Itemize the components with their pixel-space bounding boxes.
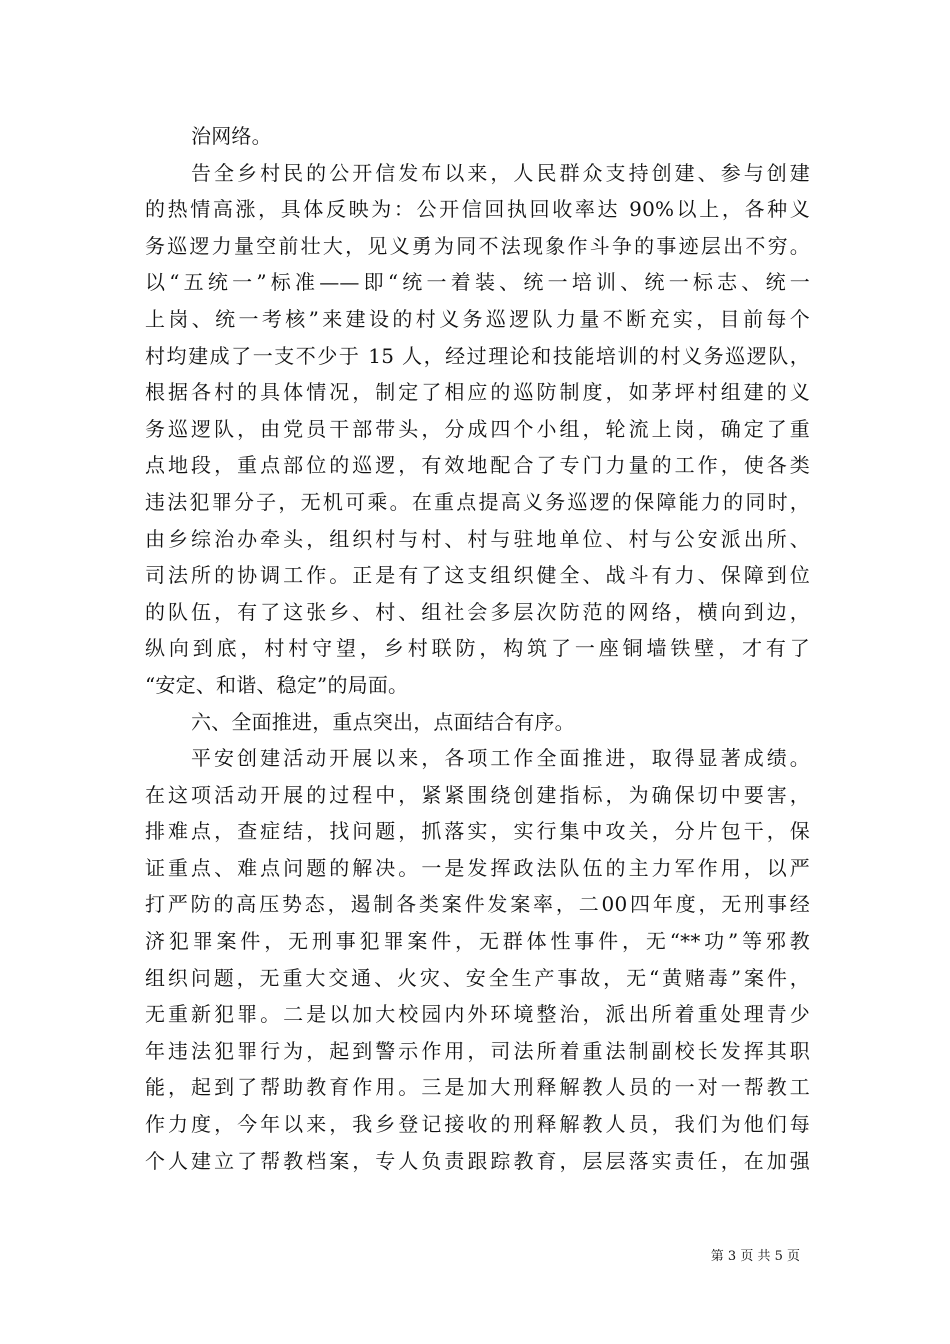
paragraph-line: 务巡逻队，由党员干部带头，分成四个小组，轮流上岗，确定了重 bbox=[145, 416, 810, 441]
paragraph-line: 司法所的协调工作。正是有了这支组织健全、战斗有力、保障到位 bbox=[145, 563, 810, 588]
page-number: 第 3 页 共 5 页 bbox=[710, 1249, 800, 1264]
paragraph-line: 济犯罪案件，无刑事犯罪案件，无群体性事件，无“**功”等邪教 bbox=[145, 929, 810, 954]
paragraph-line: 排难点，查症结，找问题，抓落实，实行集中攻关，分片包干，保 bbox=[145, 819, 810, 844]
paragraph-line: 证重点、难点问题的解决。一是发挥政法队伍的主力军作用，以严 bbox=[145, 855, 810, 880]
paragraph-line: 在这项活动开展的过程中，紧紧围绕创建指标，为确保切中要害， bbox=[145, 782, 810, 807]
paragraph-line: 点地段，重点部位的巡逻，有效地配合了专门力量的工作，使各类 bbox=[145, 453, 810, 478]
paragraph-line: 的队伍，有了这张乡、村、组社会多层次防范的网络，横向到边， bbox=[145, 599, 810, 624]
paragraph-line: 根据各村的具体情况，制定了相应的巡防制度，如茅坪村组建的义 bbox=[145, 380, 810, 405]
paragraph-line: 的热情高涨，具体反映为：公开信回执回收率达 90%以上，各种义 bbox=[145, 197, 810, 222]
document-body bbox=[145, 118, 810, 1179]
paragraph-line: 违法犯罪分子，无机可乘。在重点提高义务巡逻的保障能力的同时， bbox=[145, 489, 810, 514]
paragraph-line: 平安创建活动开展以来，各项工作全面推进，取得显著成绩。 bbox=[191, 746, 810, 771]
paragraph-line: 村均建成了一支不少于 15 人，经过理论和技能培训的村义务巡逻队， bbox=[145, 343, 810, 368]
paragraph-line: 组织问题，无重大交通、火灾、安全生产事故，无“黄赌毒”案件， bbox=[145, 965, 810, 990]
paragraph-line: 以“五统一”标准——即“统一着装、统一培训、统一标志、统一 bbox=[145, 270, 810, 295]
paragraph-line: 年违法犯罪行为，起到警示作用，司法所着重法制副校长发挥其职 bbox=[145, 1038, 810, 1063]
paragraph-line: 无重新犯罪。二是以加大校园内外环境整治，派出所着重处理青少 bbox=[145, 1002, 810, 1027]
paragraph-line: 治网络。 bbox=[191, 124, 272, 148]
paragraph-line: “安定、和谐、稳定”的局面。 bbox=[145, 672, 409, 697]
paragraph-line: 作力度，今年以来，我乡登记接收的刑释解教人员，我们为他们每 bbox=[145, 1112, 810, 1137]
paragraph-line: 打严防的高压势态，遏制各类案件发案率，二00四年度，无刑事经 bbox=[145, 892, 810, 917]
paragraph-line: 上岗、统一考核”来建设的村义务巡逻队力量不断充实，目前每个 bbox=[145, 306, 810, 331]
paragraph-line: 纵向到底，村村守望，乡村联防，构筑了一座铜墙铁壁，才有了 bbox=[145, 636, 810, 661]
paragraph-line: 个人建立了帮教档案，专人负责跟踪教育，层层落实责任，在加强 bbox=[145, 1148, 810, 1173]
paragraph-line: 能，起到了帮助教育作用。三是加大刑释解教人员的一对一帮教工 bbox=[145, 1075, 810, 1100]
paragraph-line: 务巡逻力量空前壮大，见义勇为同不法现象作斗争的事迹层出不穷。 bbox=[145, 233, 810, 258]
paragraph-line: 由乡综治办牵头，组织村与村、村与驻地单位、村与公安派出所、 bbox=[145, 526, 810, 551]
paragraph-line: 告全乡村民的公开信发布以来，人民群众支持创建、参与创建 bbox=[191, 160, 810, 185]
section-heading: 六、全面推进，重点突出，点面结合有序。 bbox=[191, 709, 575, 734]
